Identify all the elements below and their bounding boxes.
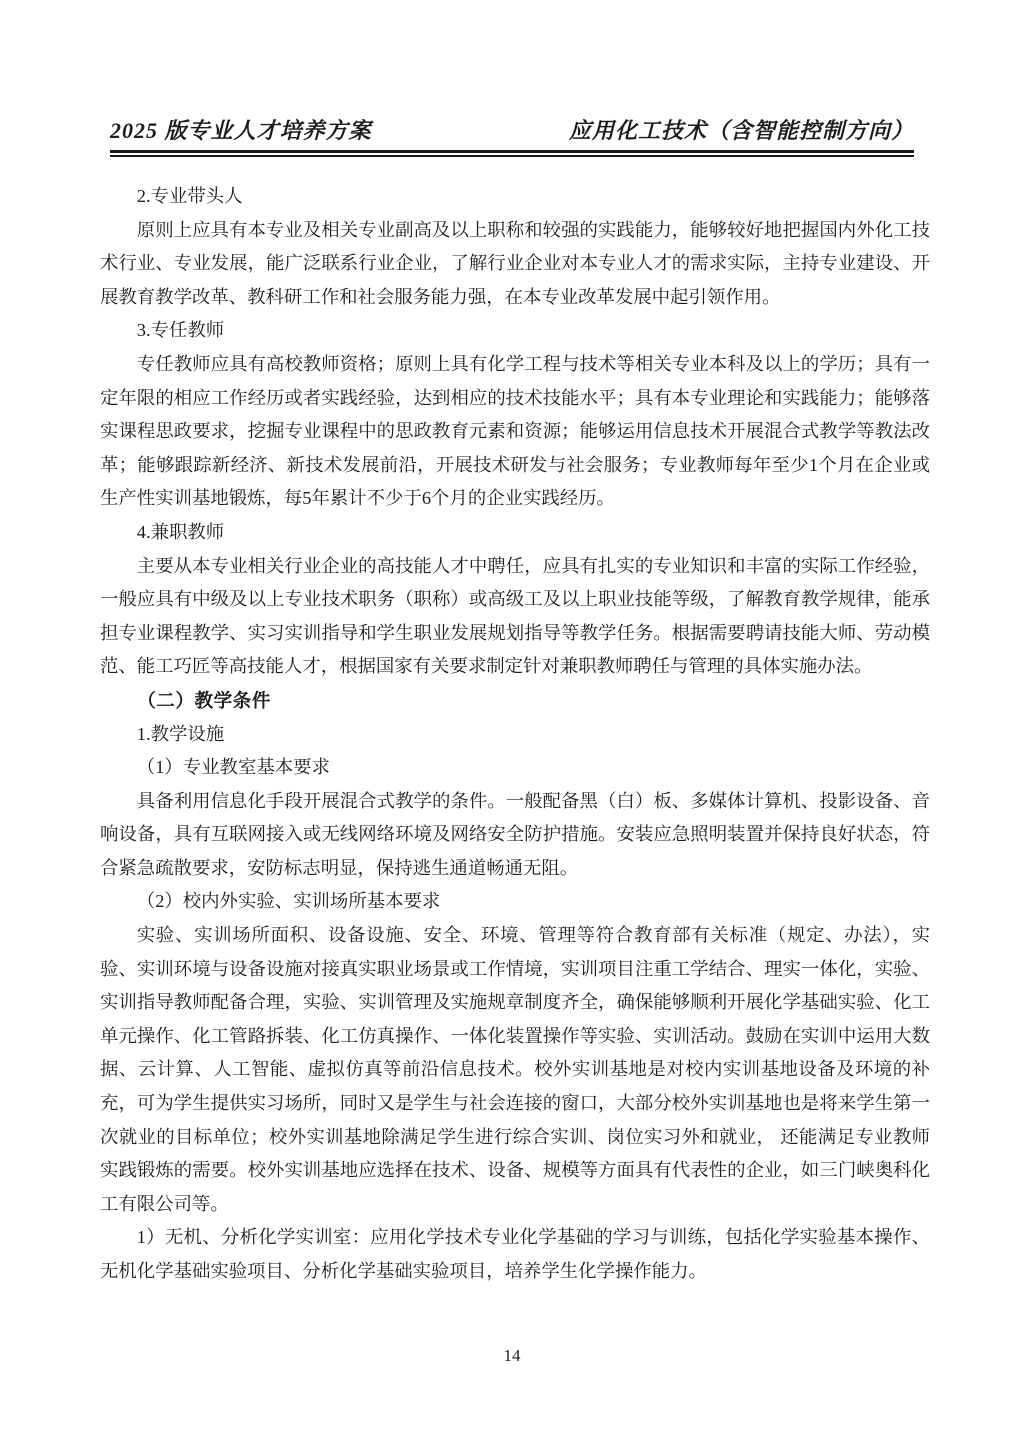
header-right-title: 应用化工技术（含智能控制方向） bbox=[568, 118, 914, 143]
header-left-title: 2025 版专业人才培养方案 bbox=[110, 118, 372, 143]
para-fulltime-teachers: 专任教师应具有高校教师资格；原则上具有化学工程与技术等相关专业本科及以上的学历；具有一定年限的相应工作经历或者实践经验，达到相应的技术技能水平；具有本专业理论和实践能力；能够落实课程思政要求，挖掘专业课程中的思政教育元素和资源；能够运用信息技术开展混合式教学等教法改革；能够跟踪新经济、新技术发展前沿，开展技术研发与社会服务；专业教师每年至少1个月在企业或生产性实训基地锻炼，每5年累计不少于6个月的企业实践经历。 bbox=[100, 353, 930, 509]
heading-professional-leader: 2.专业带头人 bbox=[136, 186, 243, 206]
heading-teaching-conditions: （二）教学条件 bbox=[137, 689, 271, 711]
heading-fulltime-teachers: 3.专任教师 bbox=[136, 320, 225, 341]
para-chemistry-training-room: 1）无机、分析化学实训室：应用化学技术专业化学基础的学习与训练，包括化学实验基本操作、无机化学基础实验项目、分析化学基础实验项目，培养学生化学操作能力。 bbox=[100, 1227, 930, 1281]
para-parttime-teachers: 主要从本专业相关行业企业的高技能人才中聘任，应具有扎实的专业知识和丰富的实际工作经验，一般应具有中级及以上专业技术职务（职称）或高级工及以上职业技能等级，了解教育教学规律，能承担专业课程教学、实习实训指导和学生职业发展规划指导等教学任务。根据需要聘请技能大师、劳动模范、能工巧匠等高技能人才，根据国家有关要求制定针对兼职教师聘任与管理的具体实施办法。 bbox=[100, 555, 930, 677]
header-titles bbox=[110, 114, 914, 145]
page-number: 14 bbox=[503, 1346, 521, 1365]
para-training-site-requirements: 实验、实训场所面积、设备设施、安全、环境、管理等符合教育部有关标准（规定、办法），实验、实训环境与设备设施对接真实职业场景或工作情境，实训项目注重工学结合、理实一体化，实验、实训指导教师配备合理，实验、实训管理及实施规章制度齐全，确保能够顺利开展化学基础实验、化工单元操作、化工管路拆装、化工仿真操作、一体化装置操作等实验、实训活动。鼓励在实训中运用大数据、云计算、人工智能、虚拟仿真等前沿信息技术。校外实训基地是对校内实训基地设备及环境的补充，可为学生提供实习场所，同时又是学生与社会连接的窗口，大部分校外实训基地也是将来学生第一次就业的目标单位；校外实训基地除满足学生进行综合实训、岗位实习外和就业， 还能满足专业教师实践锻炼的需要。校外实训基地应选择在技术、设备、规模等方面具有代表性的企业，如三门峡奥科化工有限公司等。 bbox=[100, 925, 930, 1214]
heading-classroom-requirements: （1）专业教室基本要求 bbox=[136, 757, 330, 778]
page-footer bbox=[0, 1346, 1024, 1366]
document-body bbox=[100, 180, 930, 1289]
heading-parttime-teachers: 4.兼职教师 bbox=[136, 521, 225, 542]
para-professional-leader: 原则上应具有本专业及相关专业副高及以上职称和较强的实践能力，能够较好地把握国内外化工技术行业、专业发展，能广泛联系行业企业，了解行业企业对本专业人才的需求实际，主持专业建设、开展教育教学改革、教科研工作和社会服务能力强，在本专业改革发展中起引领作用。 bbox=[100, 219, 930, 307]
page-header bbox=[110, 114, 914, 157]
heading-teaching-facilities: 1.教学设施 bbox=[136, 723, 225, 744]
heading-training-site-requirements: （2）校内外实验、实训场所基本要求 bbox=[136, 891, 441, 912]
header-divider-thin-line bbox=[110, 155, 914, 157]
header-divider bbox=[110, 150, 914, 157]
para-classroom-requirements: 具备利用信息化手段开展混合式教学的条件。一般配备黑（白）板、多媒体计算机、投影设备、音响设备，具有互联网接入或无线网络环境及网络安全防护措施。安装应急照明装置并保持良好状态，符合紧急疏散要求，安防标志明显，保持逃生通道畅通无阻。 bbox=[100, 790, 930, 878]
